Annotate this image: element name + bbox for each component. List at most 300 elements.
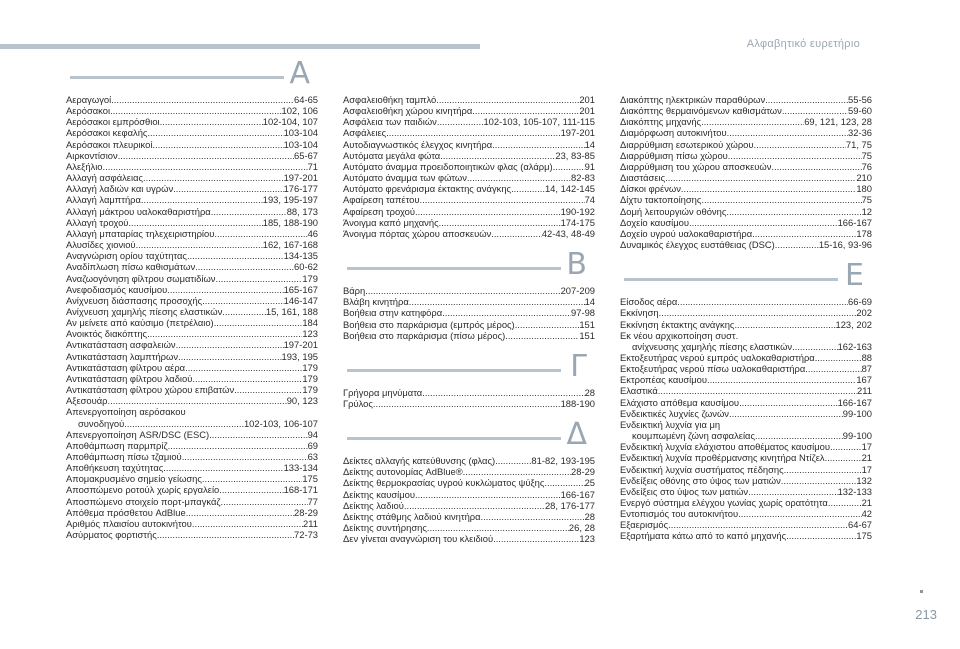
entry-pages: 55-56 bbox=[848, 94, 872, 105]
dot-leader bbox=[168, 440, 308, 451]
index-entry bbox=[66, 473, 318, 484]
entry-pages: 102-103, 106-107 bbox=[243, 417, 318, 429]
index-entry bbox=[620, 139, 872, 150]
dot-leader bbox=[147, 127, 283, 138]
index-entry bbox=[620, 228, 872, 239]
index-entry bbox=[620, 183, 872, 194]
entry-term: Διακόπτης ηλεκτρικών παραθύρων bbox=[620, 94, 766, 105]
dot-leader bbox=[147, 328, 302, 339]
entry-term: Αυτόματα μεγάλα φώτα bbox=[343, 149, 441, 161]
entry-pages: 174-175 bbox=[560, 216, 595, 228]
entry-term: Δυναμικός έλεγχος ευστάθειας (DSC) bbox=[620, 239, 775, 251]
entry-pages: 69, 121, 123, 28 bbox=[804, 116, 872, 128]
entry-term: Δείκτης καυσίμου bbox=[343, 488, 415, 500]
index-entry bbox=[66, 228, 318, 239]
entry-pages: 82-83 bbox=[571, 172, 595, 184]
dot-leader bbox=[386, 127, 560, 138]
dot-leader bbox=[481, 511, 585, 522]
entry-pages: 23, 83-85 bbox=[555, 149, 595, 161]
entry-term: Αποθάμπωση πίσω τζαμιού bbox=[66, 451, 182, 462]
dot-leader bbox=[373, 398, 561, 409]
index-entry bbox=[620, 194, 872, 205]
entry-term: Ανίχνευση διάσπασης προσοχής bbox=[66, 294, 203, 306]
section-header bbox=[343, 247, 595, 285]
entry-pages: 72-73 bbox=[294, 529, 318, 541]
entry-pages: 90, 123 bbox=[286, 395, 318, 407]
dot-leader bbox=[173, 183, 283, 194]
entry-term: Αντικατάσταση λαμπτήρων bbox=[66, 350, 179, 362]
entry-term: Ενδείξεις οθόνης στο ύψος των ματιών bbox=[620, 474, 781, 486]
index-entry bbox=[620, 341, 872, 352]
entry-pages: 179 bbox=[302, 272, 318, 284]
entry-term: Βλάβη κινητήρα bbox=[343, 296, 409, 308]
index-entry bbox=[620, 319, 872, 330]
index-entry bbox=[343, 285, 595, 296]
dot-leader bbox=[128, 217, 262, 228]
entry-pages: 14, 142-145 bbox=[544, 183, 595, 195]
entry-pages: 123 bbox=[302, 328, 318, 340]
dot-leader bbox=[176, 339, 284, 350]
index-entry bbox=[66, 284, 318, 295]
entry-term: Αλλαγή μάκτρου υαλοκαθαριστήρα bbox=[66, 205, 211, 217]
dot-leader bbox=[415, 489, 561, 500]
entry-term: Αποθάμπωση παρμπρίζ bbox=[66, 439, 168, 451]
entry-pages: 151 bbox=[579, 318, 595, 330]
dot-leader bbox=[182, 451, 308, 462]
entry-term: Δεν γίνεται αναγνώριση του κλειδιού bbox=[343, 533, 494, 545]
entry-term: Αλλαγή λαδιών και υγρών bbox=[66, 183, 174, 195]
entry-pages: 88 bbox=[861, 351, 872, 363]
dot-leader bbox=[124, 418, 244, 429]
entry-pages: 179 bbox=[302, 361, 318, 373]
dot-leader bbox=[727, 127, 848, 138]
dot-leader bbox=[729, 408, 843, 419]
index-entry bbox=[620, 307, 872, 318]
entry-pages: 97-98 bbox=[571, 307, 595, 319]
dot-leader bbox=[658, 385, 857, 396]
index-entry bbox=[620, 419, 872, 430]
entry-pages: 15, 161, 188 bbox=[265, 305, 318, 317]
entry-term: Δείκτης στάθμης λαδιού κινητήρα bbox=[343, 510, 481, 522]
dot-leader bbox=[103, 161, 308, 172]
index-entry bbox=[66, 496, 318, 507]
entry-pages: 99-100 bbox=[842, 430, 872, 442]
dot-leader bbox=[784, 464, 862, 475]
index-entry bbox=[343, 307, 595, 318]
dot-leader bbox=[221, 496, 308, 507]
index-entry bbox=[343, 139, 595, 150]
dot-leader bbox=[436, 94, 579, 105]
dot-leader bbox=[111, 94, 294, 105]
index-entry bbox=[66, 518, 318, 529]
entry-term: Αυτόματο άναμμα προειδοποιητικών φλας (αλάρμ) bbox=[343, 160, 553, 172]
dot-leader bbox=[439, 217, 561, 228]
entry-pages: 26, 28 bbox=[568, 522, 595, 534]
index-column-3 bbox=[620, 56, 872, 550]
index-entry bbox=[66, 451, 318, 462]
dot-leader bbox=[677, 296, 848, 307]
entry-term: Εκκίνηση έκτακτης ανάγκης bbox=[620, 318, 735, 330]
entry-pages: 69 bbox=[307, 439, 318, 451]
section-b bbox=[343, 247, 595, 341]
page-number: 213 bbox=[915, 607, 937, 622]
entry-term: Ασφάλεια των παιδιών bbox=[343, 116, 437, 128]
section-e bbox=[620, 258, 872, 541]
index-entry bbox=[66, 317, 318, 328]
index-entry bbox=[66, 462, 318, 473]
entry-term: Απενεργοποίηση ASR/DSC (ESC) bbox=[66, 428, 210, 440]
entry-term: Αιρκοντίσιον bbox=[66, 149, 118, 161]
index-entry bbox=[66, 306, 318, 317]
entry-term: Διαρρύθμιση εσωτερικού χώρου bbox=[620, 138, 754, 150]
index-entry bbox=[343, 116, 595, 127]
index-entry bbox=[620, 296, 872, 307]
dot-leader bbox=[422, 387, 584, 398]
dot-leader bbox=[467, 172, 571, 183]
dot-leader bbox=[805, 363, 861, 374]
entry-pages: 123 bbox=[579, 533, 595, 545]
dot-leader bbox=[726, 206, 861, 217]
index-entry bbox=[66, 161, 318, 172]
entry-pages: 14 bbox=[584, 296, 595, 308]
entry-term: Άνοιγμα πόρτας χώρου αποσκευών bbox=[343, 227, 492, 239]
index-entry bbox=[620, 441, 872, 452]
entry-term: Δοχείο καυσίμου bbox=[620, 216, 689, 228]
entry-pages: 28 bbox=[584, 510, 595, 522]
dot-leader bbox=[825, 452, 862, 463]
dot-leader bbox=[437, 116, 484, 127]
section-header bbox=[66, 56, 318, 94]
index-entry bbox=[66, 429, 318, 440]
entry-pages: 87 bbox=[861, 363, 872, 375]
index-entry bbox=[620, 352, 872, 363]
entry-pages: 185, 188-190 bbox=[262, 216, 318, 228]
index-entry bbox=[343, 522, 595, 533]
index-entry bbox=[66, 127, 318, 138]
entry-pages: 74 bbox=[584, 194, 595, 206]
index-entry bbox=[620, 464, 872, 475]
entry-term: Δείκτης συντήρησης bbox=[343, 522, 427, 534]
index-entry bbox=[66, 217, 318, 228]
index-entry bbox=[343, 489, 595, 500]
dot-leader bbox=[365, 285, 560, 296]
index-entry bbox=[343, 172, 595, 183]
entry-term: κουμπωμένη ζώνη ασφαλείας bbox=[632, 430, 755, 442]
index-entry bbox=[620, 486, 872, 497]
entry-term: Αυτόματο άναμμα των φώτων bbox=[343, 172, 467, 184]
index-entry bbox=[66, 250, 318, 261]
index-entry bbox=[620, 374, 872, 385]
dot-leader bbox=[195, 261, 294, 272]
entry-term: Απομακρυσμένο σημείο γείωσης bbox=[66, 473, 202, 485]
dot-leader bbox=[209, 429, 307, 440]
entry-pages: 162-163 bbox=[837, 340, 872, 352]
entry-pages: 102-103, 105-107, 111-115 bbox=[483, 116, 595, 128]
entry-term: ανίχνευσης χαμηλής πίεσης ελαστικών bbox=[632, 340, 793, 352]
entry-pages: 146-147 bbox=[283, 294, 318, 306]
section-divider bbox=[347, 369, 561, 372]
index-entry bbox=[343, 94, 595, 105]
entry-pages: 94 bbox=[307, 428, 318, 440]
dot-leader bbox=[748, 486, 837, 497]
entry-term: Ενδείξεις στο ύψος των ματιών bbox=[620, 485, 749, 497]
dot-leader bbox=[163, 462, 283, 473]
dot-leader bbox=[553, 161, 585, 172]
dot-leader bbox=[681, 183, 856, 194]
entry-pages: 179 bbox=[302, 384, 318, 396]
entry-list bbox=[66, 94, 318, 540]
index-entry bbox=[66, 261, 318, 272]
entry-term: Αερόσακοι εμπρόσθιοι bbox=[66, 116, 160, 128]
entry-pages: 81-82, 193-195 bbox=[531, 455, 595, 467]
entry-pages: 197-201 bbox=[560, 127, 595, 139]
dot-leader bbox=[420, 194, 585, 205]
entry-pages: 162, 167-168 bbox=[262, 239, 318, 251]
dot-leader bbox=[668, 519, 848, 530]
index-entry bbox=[620, 217, 872, 228]
entry-term: Αν μείνετε από καύσιμο (πετρέλαιο) bbox=[66, 317, 214, 329]
dot-leader bbox=[110, 105, 281, 116]
section-divider bbox=[347, 437, 561, 440]
dot-leader bbox=[515, 319, 580, 330]
entry-pages: 46 bbox=[307, 227, 318, 239]
section-header bbox=[620, 258, 872, 296]
entry-pages: 165-167 bbox=[283, 283, 318, 295]
entry-term: Ελαστικά bbox=[620, 385, 658, 397]
dot-leader bbox=[136, 239, 263, 250]
entry-pages: 63 bbox=[307, 451, 318, 462]
index-entry bbox=[620, 172, 872, 183]
entry-pages: 12 bbox=[861, 205, 872, 217]
dot-leader bbox=[187, 250, 284, 261]
entry-term: Εντοπισμός του αυτοκινήτου bbox=[620, 508, 739, 520]
entry-term: Αριθμός πλαισίου αυτοκινήτου bbox=[66, 517, 192, 529]
index-entry bbox=[66, 105, 318, 116]
entry-term: Ασφάλειες bbox=[343, 127, 387, 139]
entry-term: Αλυσίδες χιονιού bbox=[66, 239, 136, 251]
index-entry bbox=[620, 385, 872, 396]
dot-leader bbox=[202, 295, 283, 306]
index-entry bbox=[620, 94, 872, 105]
entry-term: Αλλαγή μπαταρίας τηλεχειριστηρίου bbox=[66, 227, 215, 239]
entry-list bbox=[620, 94, 872, 250]
entry-pages: 103-104 bbox=[283, 138, 318, 150]
entry-list bbox=[620, 296, 872, 541]
index-entry bbox=[620, 105, 872, 116]
header-bar bbox=[0, 44, 480, 49]
index-entry bbox=[66, 206, 318, 217]
entry-term: Ενδεικτική λυχνία ελάχιστου αποθέματος καυσίμου bbox=[620, 441, 830, 453]
index-entry bbox=[620, 530, 872, 541]
entry-pages: 132-133 bbox=[837, 485, 872, 497]
index-column-1 bbox=[66, 56, 318, 548]
entry-pages: 197-201 bbox=[283, 172, 318, 184]
entry-pages: 207-209 bbox=[560, 285, 595, 297]
index-entry bbox=[343, 466, 595, 477]
entry-list bbox=[343, 285, 595, 341]
entry-term: Δείκτες αλλαγής κατεύθυνσης (φλας) bbox=[343, 455, 496, 467]
index-entry bbox=[66, 239, 318, 250]
dot-leader bbox=[192, 518, 303, 529]
dot-leader bbox=[160, 116, 263, 127]
dot-leader bbox=[701, 194, 861, 205]
entry-term: Βάρη bbox=[343, 285, 366, 297]
entry-pages: 76 bbox=[861, 160, 872, 172]
index-entry bbox=[620, 206, 872, 217]
entry-term: Αναζωογόνηση φίλτρου σωματιδίων bbox=[66, 272, 216, 284]
entry-term: Αποθήκευση ταχύτητας bbox=[66, 462, 164, 474]
section-divider bbox=[624, 278, 838, 281]
entry-pages: 88, 173 bbox=[286, 205, 318, 217]
entry-term: Διακόπτης μηχανής bbox=[620, 116, 702, 128]
index-entry bbox=[343, 511, 595, 522]
dot-leader bbox=[739, 397, 838, 408]
dot-leader bbox=[202, 473, 302, 484]
entry-term: Ασύρματος φορτιστής bbox=[66, 529, 157, 541]
dot-leader bbox=[143, 172, 284, 183]
entry-term: Αναδίπλωση πίσω καθισμάτων bbox=[66, 261, 196, 273]
dot-leader bbox=[216, 273, 303, 284]
entry-term: Εξαρτήματα κάτω από το καπό μηχανής bbox=[620, 530, 787, 542]
dot-leader bbox=[782, 105, 848, 116]
entry-term: Εκτοξευτήρας νερού πίσω υαλοκαθαριστήρα bbox=[620, 363, 806, 375]
section-letter: Ε bbox=[845, 258, 864, 294]
index-entry bbox=[66, 273, 318, 284]
section-letter: Β bbox=[566, 247, 587, 283]
index-entry bbox=[66, 395, 318, 406]
entry-term: Αποσπώμενο στοιχείο πορτ-μπαγκάζ bbox=[66, 495, 221, 507]
entry-term: Ελάχιστο απόθεμα καυσίμου bbox=[620, 396, 740, 408]
index-entry bbox=[66, 484, 318, 495]
entry-term: Ενδεικτική λυχνία προθέρμανσης κινητήρα Ντίζελ bbox=[620, 452, 825, 464]
dot-leader bbox=[463, 466, 571, 477]
dot-leader bbox=[404, 500, 545, 511]
entry-pages: 178 bbox=[856, 227, 872, 239]
index-entry bbox=[66, 373, 318, 384]
entry-term: Εξαερισμός bbox=[620, 519, 669, 531]
index-entry bbox=[620, 161, 872, 172]
index-entry bbox=[343, 228, 595, 239]
entry-pages: 42 bbox=[861, 508, 872, 520]
entry-pages: 71 bbox=[307, 160, 318, 172]
index-entry bbox=[66, 172, 318, 183]
entry-term: Διαμόρφωση αυτοκινήτου bbox=[620, 127, 727, 139]
section-d bbox=[343, 417, 595, 544]
entry-term: Δίσκοι φρένων bbox=[620, 183, 681, 195]
entry-term: Αναγνώριση ορίου ταχύτητας bbox=[66, 250, 187, 262]
entry-term: Αλλαγή λαμπτήρα bbox=[66, 194, 141, 206]
dot-leader bbox=[185, 362, 302, 373]
entry-pages: 25 bbox=[584, 477, 595, 489]
entry-pages: 15-16, 93-96 bbox=[818, 239, 872, 251]
entry-term: Αντικατάσταση φίλτρου αέρα bbox=[66, 361, 186, 373]
entry-pages: 75 bbox=[861, 194, 872, 206]
entry-term: Απενεργοποίηση αερόσακου bbox=[66, 406, 186, 418]
dot-leader bbox=[492, 139, 584, 150]
dot-leader bbox=[493, 533, 579, 544]
section-g bbox=[343, 349, 595, 409]
index-entry bbox=[620, 519, 872, 530]
index-entry bbox=[66, 362, 318, 373]
entry-pages: 102-104, 107 bbox=[262, 116, 318, 128]
page-header: Αλφαβητικό ευρετήριο bbox=[746, 38, 860, 50]
dot-leader bbox=[738, 508, 861, 519]
entry-term: Αυτοδιαγνωστικός έλεγχος κινητήρα bbox=[343, 138, 493, 150]
index-entry bbox=[66, 418, 318, 429]
entry-term: Αποσπώμενο ροτούλ χωρίς εργαλείο bbox=[66, 484, 220, 496]
entry-term: Βοήθεια στην κατηφόρα bbox=[343, 307, 443, 319]
index-entry bbox=[66, 384, 318, 395]
dot-leader bbox=[415, 206, 561, 217]
entry-pages: 175 bbox=[302, 473, 318, 485]
entry-term: Δείκτης θερμοκρασίας υγρού κυκλώματος ψύξης bbox=[343, 477, 545, 489]
entry-pages: 42-43, 48-49 bbox=[541, 227, 595, 239]
entry-term: Αντικατάσταση φίλτρου λαδιού bbox=[66, 372, 193, 384]
entry-pages: 197-201 bbox=[283, 339, 318, 351]
entry-term: Δομή λειτουργιών οθόνης bbox=[620, 205, 727, 217]
entry-term: Αερόσακοι κεφαλής bbox=[66, 127, 148, 139]
section-letter: Δ bbox=[566, 417, 587, 453]
index-entry bbox=[343, 127, 595, 138]
entry-pages: 28-29 bbox=[294, 506, 318, 518]
dot-leader bbox=[701, 116, 804, 127]
index-entry bbox=[620, 508, 872, 519]
index-entry bbox=[66, 295, 318, 306]
entry-pages: 64-67 bbox=[848, 519, 872, 531]
index-entry bbox=[66, 440, 318, 451]
dot-leader bbox=[830, 441, 862, 452]
entry-pages: 202 bbox=[856, 307, 872, 319]
dot-leader bbox=[186, 507, 294, 518]
entry-pages: 184 bbox=[302, 317, 318, 329]
index-entry bbox=[620, 408, 872, 419]
entry-term: Γρήγορα μηνύματα bbox=[343, 386, 423, 398]
entry-pages: 99-100 bbox=[842, 407, 872, 419]
entry-term: Άνοιγμα καπό μηχανής bbox=[343, 216, 439, 228]
index-entry bbox=[66, 94, 318, 105]
index-entry bbox=[620, 363, 872, 374]
entry-term: Ενδεικτική λυχνία συστήματος πέδησης bbox=[620, 463, 784, 475]
index-entry bbox=[620, 150, 872, 161]
entry-term: Αξεσουάρ bbox=[66, 395, 108, 407]
entry-pages: 133-134 bbox=[283, 462, 318, 474]
entry-pages: 71, 75 bbox=[845, 138, 872, 150]
dot-leader bbox=[755, 430, 843, 441]
entry-pages: 59-60 bbox=[848, 105, 872, 117]
entry-term: Αλλαγή ασφάλειας bbox=[66, 172, 144, 184]
dot-leader bbox=[689, 217, 838, 228]
index-entry bbox=[343, 500, 595, 511]
entry-term: Αερόσακοι πλευρικοί bbox=[66, 138, 153, 150]
dot-leader bbox=[118, 150, 294, 161]
section-letter: Γ bbox=[570, 348, 587, 384]
index-entry bbox=[66, 406, 318, 417]
entry-pages: 28, 176-177 bbox=[544, 499, 595, 511]
index-entry bbox=[620, 330, 872, 341]
dot-leader bbox=[781, 475, 857, 486]
section-letter: A bbox=[289, 56, 310, 91]
entry-term: Εκτοξευτήρας νερού εμπρός υαλοκαθαριστήρα bbox=[620, 351, 815, 363]
entry-pages: 176-177 bbox=[283, 183, 318, 195]
index-entry bbox=[620, 397, 872, 408]
entry-pages: 21 bbox=[861, 497, 872, 508]
entry-pages: 180 bbox=[856, 183, 872, 195]
index-entry bbox=[66, 507, 318, 518]
entry-pages: 75 bbox=[861, 149, 872, 161]
index-entry bbox=[343, 105, 595, 116]
entry-term: Γρύλος bbox=[343, 397, 373, 409]
entry-term: Δίχτυ τακτοποίησης bbox=[620, 194, 702, 206]
